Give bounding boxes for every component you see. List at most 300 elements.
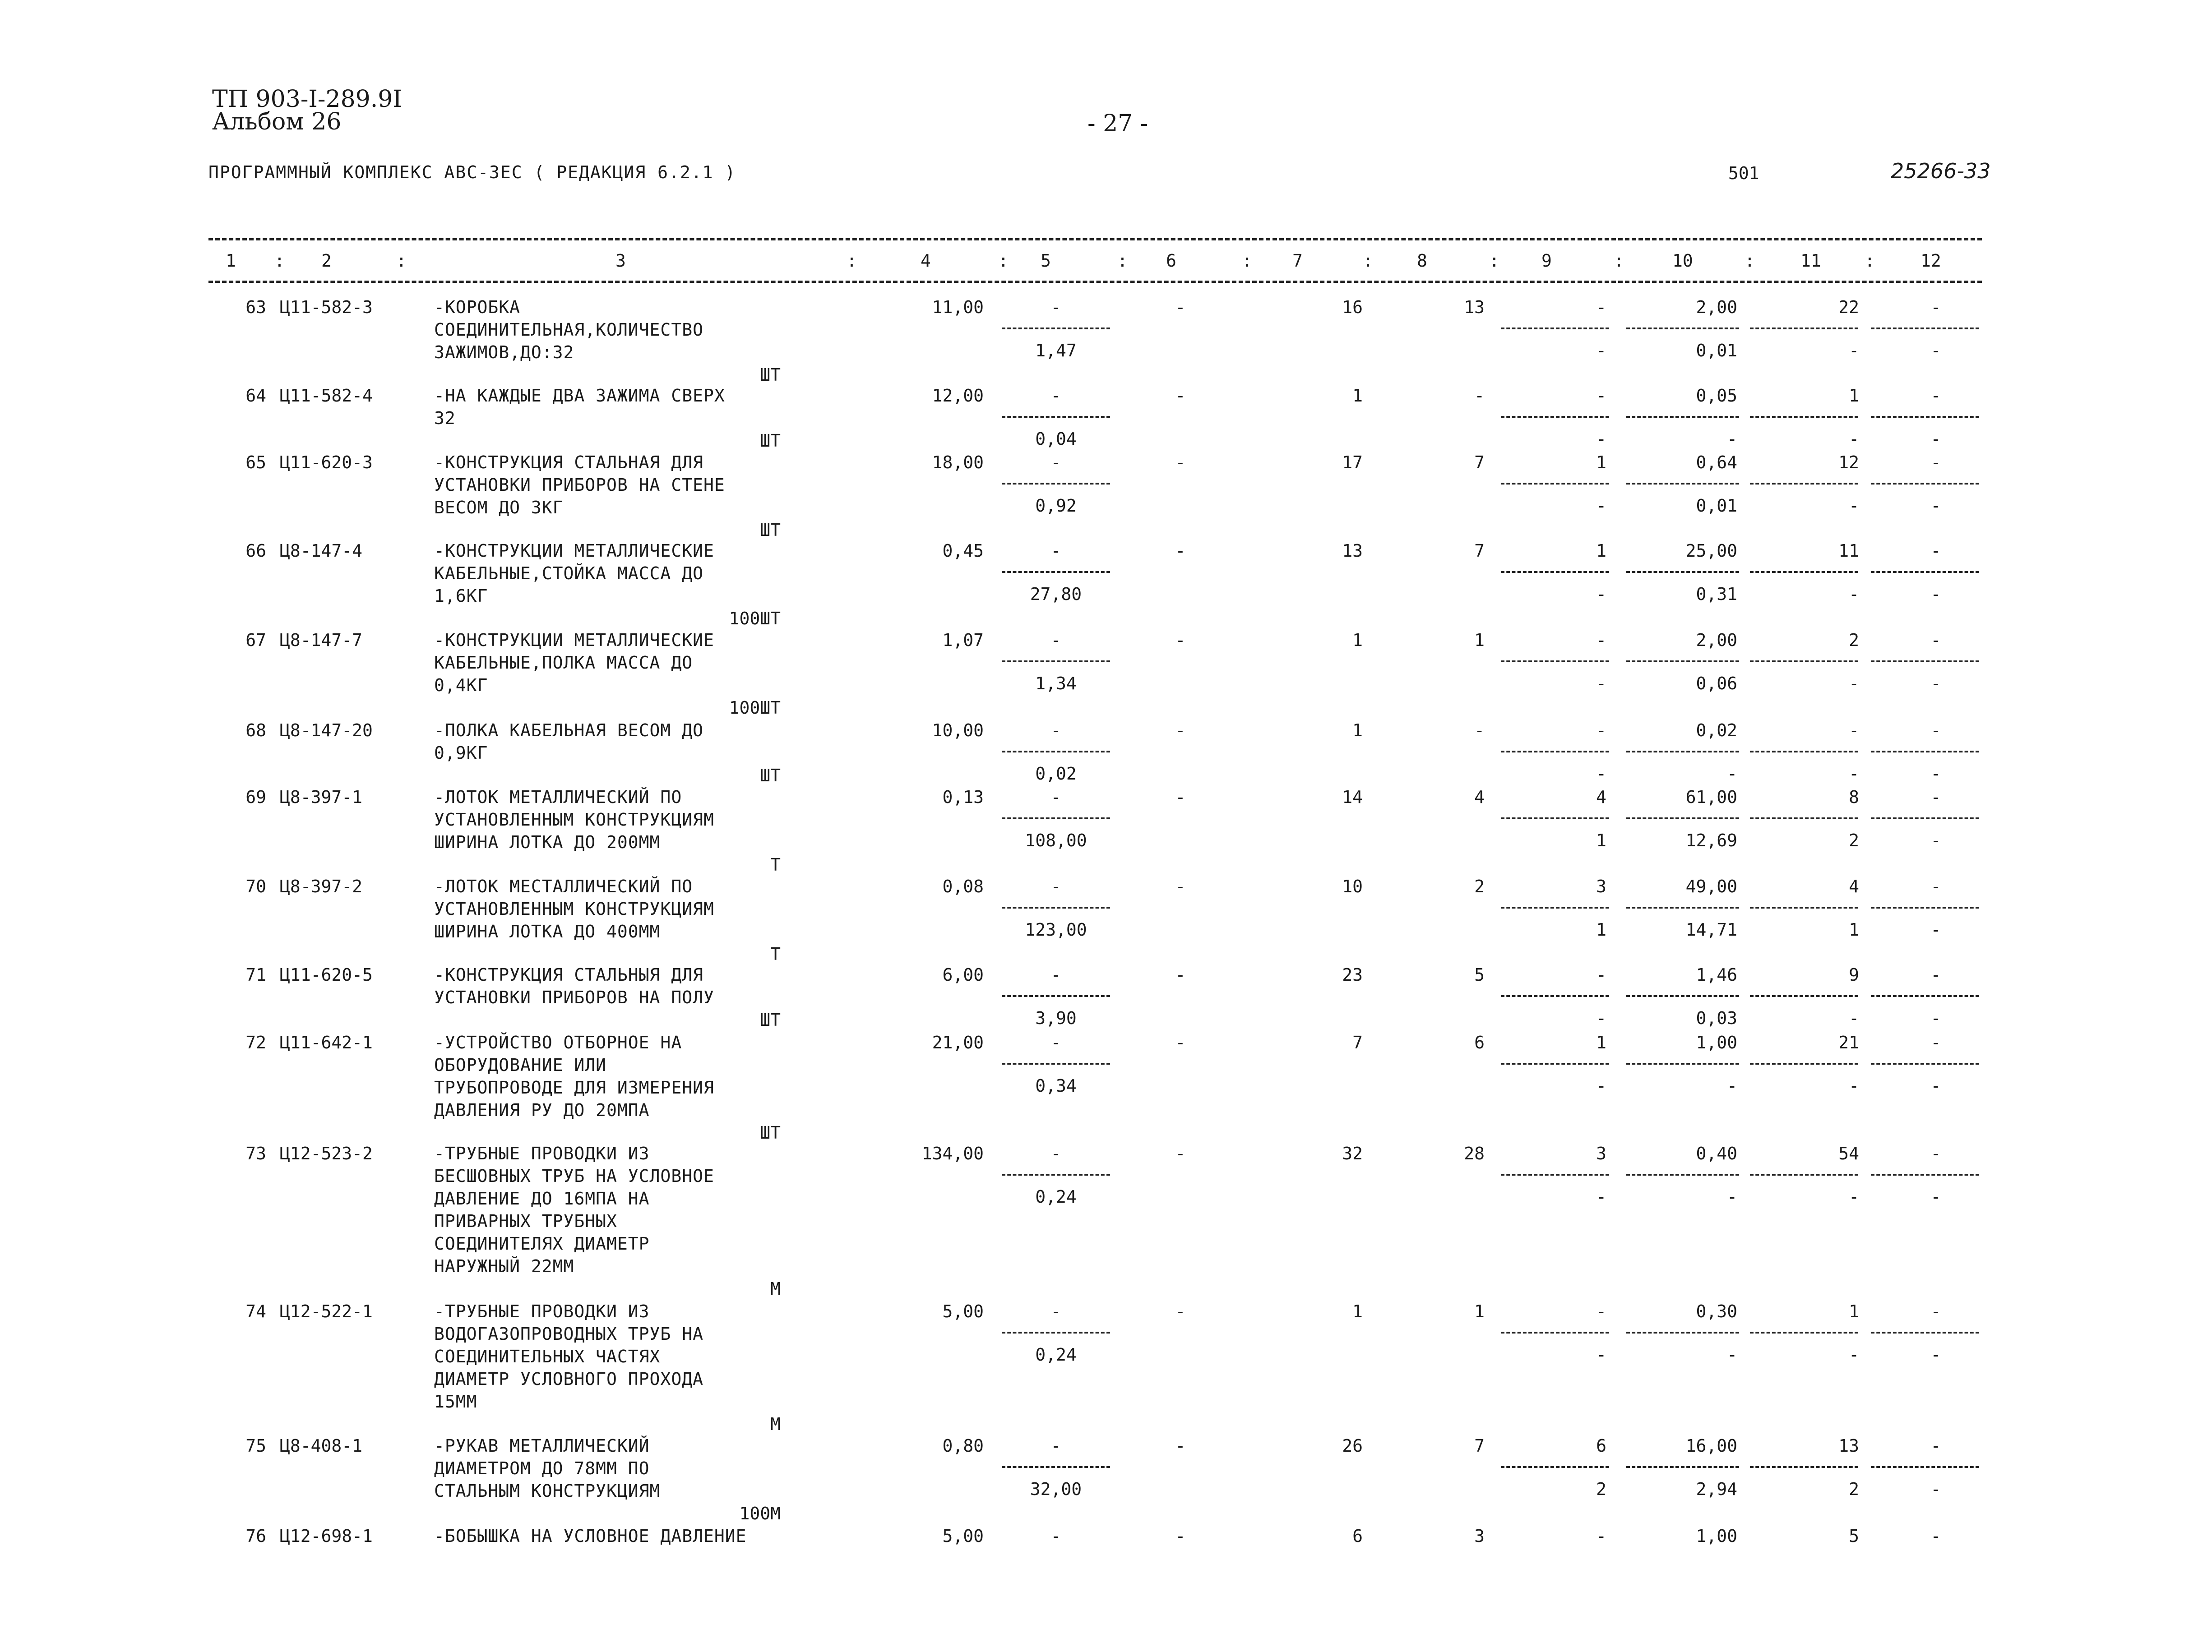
work-description: 1,6КГ [434,586,488,606]
col9-top: - [1596,1301,1606,1321]
work-description: -БОБЫШКА НА УСЛОВНОЕ ДАВЛЕНИЕ [434,1526,747,1546]
row-number: 67 [245,630,266,650]
col11-bottom: - [1849,1008,1859,1028]
col12-top: - [1930,630,1941,650]
col5-top: - [1050,541,1061,561]
dashed-divider [1750,751,1858,752]
col11-bottom: - [1849,341,1859,360]
col8: 7 [1474,1436,1485,1456]
col11-bottom: - [1849,584,1859,604]
measure-unit: ШТ [760,1010,781,1030]
dashed-divider [1501,660,1609,662]
column-header-4: 4 [921,251,931,271]
dashed-divider [1626,1332,1739,1334]
row-number: 73 [245,1144,266,1163]
dashed-divider [1750,1466,1858,1468]
col9-top: 4 [1596,787,1606,807]
col9-top: - [1596,386,1606,406]
col9-top: 3 [1596,877,1606,896]
col8: 5 [1474,965,1485,985]
col11-top: 12 [1838,452,1859,472]
work-description: УСТАНОВЛЕННЫМ КОНСТРУКЦИЯМ [434,810,714,830]
col7: 10 [1342,877,1363,896]
col12-top: - [1930,1526,1941,1546]
col12-bottom: - [1930,1187,1941,1207]
col6: - [1175,452,1186,472]
col10-top: 1,00 [1696,1033,1737,1052]
table-top-rule [208,238,1982,240]
col10-bottom: - [1727,1076,1737,1096]
row-number: 75 [245,1436,266,1456]
col11-bottom: 2 [1849,831,1859,850]
col11-bottom: 1 [1849,920,1859,940]
rate-code: Ц12-522-1 [280,1301,373,1321]
col12-bottom: - [1930,1479,1941,1499]
col6: - [1175,720,1186,740]
dashed-divider [1871,1063,1979,1065]
work-description: -ТРУБНЫЕ ПРОВОДКИ ИЗ [434,1144,650,1163]
rate-code: Ц8-147-4 [280,541,363,561]
col10-top: 2,00 [1696,630,1737,650]
column-separator: : [847,251,857,271]
col7: 17 [1342,452,1363,472]
col9-bottom: - [1596,1345,1606,1365]
col12-top: - [1930,1033,1941,1052]
col5-bottom: 0,24 [1035,1345,1077,1365]
dashed-divider [1501,328,1609,329]
column-header-6: 6 [1166,251,1176,271]
measure-unit: ШТ [760,1123,781,1143]
rate-code: Ц8-397-2 [280,877,363,896]
dashed-divider [1002,328,1110,329]
col5-top: - [1050,1301,1061,1321]
dashed-divider [1626,328,1739,329]
work-description: 15ММ [434,1392,477,1412]
col10-bottom: - [1727,764,1737,784]
col5-bottom: 32,00 [1030,1479,1082,1499]
col8: 3 [1474,1526,1485,1546]
col11-bottom: - [1849,1187,1859,1207]
work-description: -ТРУБНЫЕ ПРОВОДКИ ИЗ [434,1301,650,1321]
rate-code: Ц8-147-20 [280,720,373,740]
col5-top: - [1050,1144,1061,1163]
work-description: -КОНСТРУКЦИИ МЕТАЛЛИЧЕСКИЕ [434,541,714,561]
col8: 2 [1474,877,1485,896]
col12-top: - [1930,965,1941,985]
col7: 7 [1352,1033,1363,1052]
dashed-divider [1871,1332,1979,1334]
quantity: 0,80 [942,1436,984,1456]
col11-top: 5 [1849,1526,1859,1546]
col10-bottom: - [1727,1187,1737,1207]
measure-unit: 100ШТ [729,609,781,628]
col12-bottom: - [1930,1345,1941,1365]
dashed-divider [1501,416,1609,418]
measure-unit: ШТ [760,365,781,385]
column-separator: : [274,251,285,271]
col10-top: 0,64 [1696,452,1737,472]
work-description: -КОНСТРУКЦИЯ СТАЛЬНЫЯ ДЛЯ [434,965,703,985]
column-header-1: 1 [226,251,236,271]
col9-bottom: - [1596,1187,1606,1207]
col11-top: 2 [1849,630,1859,650]
dashed-divider [1501,817,1609,819]
dashed-divider [1002,571,1110,573]
col5-top: - [1050,452,1061,472]
dashed-divider [1871,328,1979,329]
dashed-divider [1002,817,1110,819]
measure-unit: 100ШТ [729,698,781,718]
col10-top: 0,02 [1696,720,1737,740]
work-description: ДАВЛЕНИЯ РУ ДО 20МПА [434,1100,650,1120]
quantity: 134,00 [921,1144,984,1163]
col9-top: - [1596,965,1606,985]
col12-bottom: - [1930,1008,1941,1028]
col8: 7 [1474,452,1485,472]
dashed-divider [1002,483,1110,485]
dashed-divider [1002,907,1110,909]
quantity: 5,00 [942,1301,984,1321]
work-description: КАБЕЛЬНЫЕ,ПОЛКА МАССА ДО [434,653,693,673]
sheet-number: 501 [1728,163,1759,183]
col5-top: - [1050,877,1061,896]
col10-top: 49,00 [1685,877,1737,896]
dashed-divider [1501,1466,1609,1468]
doc-code: ТП 903-I-289.9I [212,86,402,113]
col5-bottom: 0,34 [1035,1076,1077,1096]
col5-top: - [1050,386,1061,406]
col6: - [1175,787,1186,807]
row-number: 72 [245,1033,266,1052]
col11-bottom: - [1849,496,1859,516]
dashed-divider [1871,1466,1979,1468]
col9-top: - [1596,630,1606,650]
col9-top: 1 [1596,541,1606,561]
column-header-11: 11 [1800,251,1821,271]
col9-bottom: 2 [1596,1479,1606,1499]
col5-top: - [1050,1033,1061,1052]
col11-bottom: - [1849,764,1859,784]
dashed-divider [1750,660,1858,662]
col8: 1 [1474,630,1485,650]
dashed-divider [1002,660,1110,662]
col9-bottom: - [1596,429,1606,449]
work-description: УСТАНОВКИ ПРИБОРОВ НА ПОЛУ [434,988,714,1007]
col5-top: - [1050,1526,1061,1546]
col11-top: 54 [1838,1144,1859,1163]
work-description: ШИРИНА ЛОТКА ДО 400ММ [434,922,661,941]
col11-bottom: - [1849,674,1859,693]
work-description: -ЛОТОК МЕТАЛЛИЧЕСКИЙ ПО [434,787,682,807]
col10-top: 1,00 [1696,1526,1737,1546]
work-description: -ПОЛКА КАБЕЛЬНАЯ ВЕСОМ ДО [434,720,703,740]
col5-top: - [1050,1436,1061,1456]
quantity: 5,00 [942,1526,984,1546]
measure-unit: М [770,1414,781,1434]
col10-top: 0,40 [1696,1144,1737,1163]
col11-bottom: 2 [1849,1479,1859,1499]
col10-bottom: 0,06 [1696,674,1737,693]
col10-bottom: 14,71 [1685,920,1737,940]
col9-top: 1 [1596,1033,1606,1052]
col9-bottom: 1 [1596,920,1606,940]
col5-top: - [1050,965,1061,985]
row-number: 68 [245,720,266,740]
dashed-divider [1501,571,1609,573]
work-description: 0,4КГ [434,675,488,695]
quantity: 18,00 [932,452,984,472]
col8: 13 [1464,297,1485,317]
col9-bottom: - [1596,496,1606,516]
col12-bottom: - [1930,1076,1941,1096]
column-separator: : [1745,251,1755,271]
work-description: ДИАМЕТР УСЛОВНОГО ПРОХОДА [434,1369,703,1389]
dashed-divider [1626,1063,1739,1065]
col6: - [1175,1301,1186,1321]
work-description: -НА КАЖДЫЕ ДВА ЗАЖИМА СВЕРХ [434,386,725,406]
col7: 26 [1342,1436,1363,1456]
col12-top: - [1930,452,1941,472]
col5-bottom: 0,02 [1035,764,1077,784]
rate-code: Ц11-642-1 [280,1033,373,1052]
dashed-divider [1626,817,1739,819]
dashed-divider [1002,416,1110,418]
dashed-divider [1750,907,1858,909]
column-header-9: 9 [1541,251,1552,271]
quantity: 12,00 [932,386,984,406]
quantity: 10,00 [932,720,984,740]
col12-top: - [1930,1144,1941,1163]
work-description: ЗАЖИМОВ,ДО:32 [434,342,574,362]
col7: 32 [1342,1144,1363,1163]
col12-bottom: - [1930,584,1941,604]
column-header-3: 3 [615,251,626,271]
col12-top: - [1930,1301,1941,1321]
col7: 13 [1342,541,1363,561]
row-number: 66 [245,541,266,561]
work-description: -КОРОБКА [434,297,521,317]
program-title: ПРОГРАММНЫЙ КОМПЛЕКС АВС-3ЕС ( РЕДАКЦИЯ 6.2.1 ) [208,162,736,182]
page-number: - 27 - [1087,110,1148,137]
rate-code: Ц11-620-5 [280,965,373,985]
col8: 4 [1474,787,1485,807]
col6: - [1175,1144,1186,1163]
col10-bottom: 0,03 [1696,1008,1737,1028]
quantity: 21,00 [932,1033,984,1052]
dashed-divider [1002,1174,1110,1176]
column-separator: : [1489,251,1499,271]
dashed-divider [1501,1063,1609,1065]
rate-code: Ц11-582-3 [280,297,373,317]
column-header-8: 8 [1417,251,1427,271]
dashed-divider [1626,1466,1739,1468]
col5-bottom: 108,00 [1025,831,1087,850]
work-description: -КОНСТРУКЦИЯ СТАЛЬНАЯ ДЛЯ [434,452,703,472]
col10-top: 25,00 [1685,541,1737,561]
col5-bottom: 0,24 [1035,1187,1077,1207]
col7: 6 [1352,1526,1363,1546]
column-header-2: 2 [321,251,332,271]
work-description: 32 [434,408,456,428]
row-number: 76 [245,1526,266,1546]
col8: 28 [1464,1144,1485,1163]
col5-bottom: 1,47 [1035,341,1077,360]
rate-code: Ц8-147-7 [280,630,363,650]
col5-bottom: 27,80 [1030,584,1082,604]
col5-top: - [1050,720,1061,740]
col5-bottom: 123,00 [1025,920,1087,940]
row-number: 69 [245,787,266,807]
dashed-divider [1002,1332,1110,1334]
rate-code: Ц8-408-1 [280,1436,363,1456]
dashed-divider [1501,483,1609,485]
dashed-divider [1002,1466,1110,1468]
dashed-divider [1626,751,1739,752]
dashed-divider [1626,995,1739,997]
col9-top: 1 [1596,452,1606,472]
dashed-divider [1750,1174,1858,1176]
measure-unit: Т [770,855,781,875]
table-header-rule [208,281,1982,283]
work-description: ДАВЛЕНИЕ ДО 16МПА НА [434,1189,650,1209]
col10-bottom: 0,31 [1696,584,1737,604]
col12-bottom: - [1930,341,1941,360]
column-header-12: 12 [1920,251,1941,271]
col8: - [1474,720,1485,740]
work-description: УСТАНОВЛЕННЫМ КОНСТРУКЦИЯМ [434,899,714,919]
measure-unit: ШТ [760,520,781,540]
dashed-divider [1750,1332,1858,1334]
work-description: ВЕСОМ ДО 3КГ [434,498,564,517]
col10-bottom: - [1727,429,1737,449]
measure-unit: ШТ [760,431,781,451]
col11-top: 8 [1849,787,1859,807]
work-description: СТАЛЬНЫМ КОНСТРУКЦИЯМ [434,1481,661,1501]
row-number: 64 [245,386,266,406]
col6: - [1175,386,1186,406]
dashed-divider [1750,817,1858,819]
col9-bottom: - [1596,341,1606,360]
col5-bottom: 1,34 [1035,674,1077,693]
quantity: 0,45 [942,541,984,561]
work-description: УСТАНОВКИ ПРИБОРОВ НА СТЕНЕ [434,475,725,495]
col7: 1 [1352,1301,1363,1321]
measure-unit: М [770,1279,781,1299]
dashed-divider [1871,571,1979,573]
dashed-divider [1871,995,1979,997]
col11-top: 1 [1849,386,1859,406]
rate-code: Ц12-523-2 [280,1144,373,1163]
quantity: 0,13 [942,787,984,807]
col12-bottom: - [1930,674,1941,693]
col5-bottom: 0,92 [1035,496,1077,516]
work-description: ВОДОГАЗОПРОВОДНЫХ ТРУБ НА [434,1324,703,1344]
dashed-divider [1501,1332,1609,1334]
col8: 6 [1474,1033,1485,1052]
col10-bottom: 0,01 [1696,496,1737,516]
col10-bottom: 0,01 [1696,341,1737,360]
col5-bottom: 3,90 [1035,1008,1077,1028]
dashed-divider [1750,995,1858,997]
col10-bottom: 2,94 [1696,1479,1737,1499]
col12-bottom: - [1930,831,1941,850]
column-separator: : [1614,251,1624,271]
work-description: ДИАМЕТРОМ ДО 78ММ ПО [434,1458,650,1478]
col7: 1 [1352,720,1363,740]
column-separator: : [998,251,1009,271]
col10-top: 1,46 [1696,965,1737,985]
rate-code: Ц8-397-1 [280,787,363,807]
col8: 7 [1474,541,1485,561]
column-separator: : [1242,251,1252,271]
col9-top: - [1596,297,1606,317]
col9-top: - [1596,1526,1606,1546]
column-separator: : [396,251,407,271]
work-description: СОЕДИНИТЕЛЬНАЯ,КОЛИЧЕСТВО [434,320,703,340]
quantity: 6,00 [942,965,984,985]
dashed-divider [1626,571,1739,573]
col9-top: 3 [1596,1144,1606,1163]
col5-top: - [1050,787,1061,807]
col6: - [1175,541,1186,561]
col12-top: - [1930,877,1941,896]
dashed-divider [1750,571,1858,573]
dashed-divider [1871,483,1979,485]
column-header-5: 5 [1041,251,1051,271]
col6: - [1175,965,1186,985]
work-description: ОБОРУДОВАНИЕ ИЛИ [434,1055,607,1075]
col6: - [1175,877,1186,896]
dashed-divider [1002,995,1110,997]
col6: - [1175,1436,1186,1456]
col11-top: 13 [1838,1436,1859,1456]
col7: 1 [1352,386,1363,406]
measure-unit: 100М [739,1504,781,1523]
col11-top: 21 [1838,1033,1859,1052]
col12-top: - [1930,787,1941,807]
col7: 1 [1352,630,1363,650]
dashed-divider [1871,751,1979,752]
dashed-divider [1626,1174,1739,1176]
row-number: 63 [245,297,266,317]
row-number: 74 [245,1301,266,1321]
col12-bottom: - [1930,764,1941,784]
col10-bottom: - [1727,1345,1737,1365]
col12-bottom: - [1930,920,1941,940]
col11-bottom: - [1849,429,1859,449]
col9-bottom: - [1596,1008,1606,1028]
column-header-10: 10 [1672,251,1693,271]
col5-top: - [1050,630,1061,650]
col8: - [1474,386,1485,406]
col10-top: 0,30 [1696,1301,1737,1321]
work-description: ШИРИНА ЛОТКА ДО 200ММ [434,832,661,852]
col7: 23 [1342,965,1363,985]
col5-bottom: 0,04 [1035,429,1077,449]
col9-bottom: 1 [1596,831,1606,850]
dashed-divider [1871,660,1979,662]
work-description: 0,9КГ [434,743,488,763]
work-description: НАРУЖНЫЙ 22ММ [434,1256,574,1276]
quantity: 1,07 [942,630,984,650]
dashed-divider [1871,1174,1979,1176]
row-number: 71 [245,965,266,985]
dashed-divider [1750,483,1858,485]
col9-bottom: - [1596,764,1606,784]
col11-top: - [1849,720,1859,740]
dashed-divider [1002,751,1110,752]
col8: 1 [1474,1301,1485,1321]
